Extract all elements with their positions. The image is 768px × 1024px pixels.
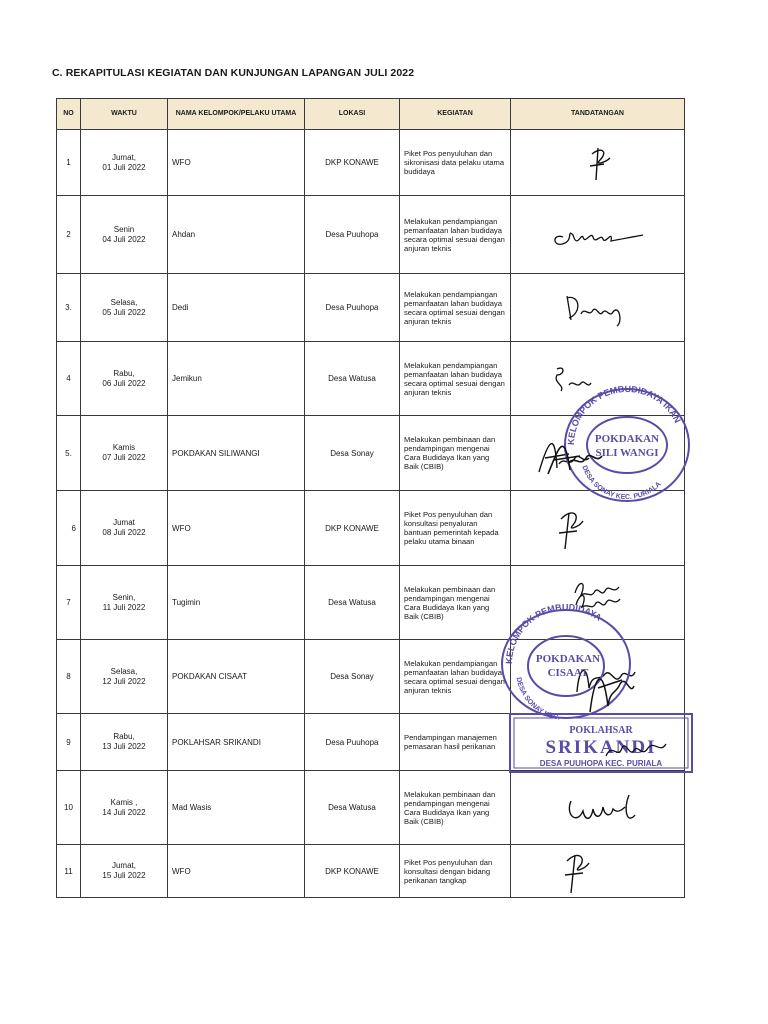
header-kegiatan: KEGIATAN xyxy=(400,99,511,130)
row-day: Kamis , xyxy=(110,797,138,807)
row-date: 05 Juli 2022 xyxy=(102,307,146,317)
stamp-top-text: POKLAHSAR xyxy=(569,725,633,736)
row-nama: Ahdan xyxy=(168,196,305,274)
stamp-bottom-text: DESA PUUHOPA KEC. PURIALA xyxy=(539,759,663,768)
header-tandatangan: TANDATANGAN xyxy=(511,99,685,130)
row-kegiatan: Melakukan pendampiangan pemanfaatan lahan budidaya secara optimal sesuai dengan anjuran teknis xyxy=(400,640,511,714)
row-day: Jumat, xyxy=(111,152,136,162)
row-lokasi: Desa Puuhopa xyxy=(305,196,400,274)
signature xyxy=(545,361,605,397)
header-lokasi: LOKASI xyxy=(305,99,400,130)
signature xyxy=(529,428,599,478)
row-nama: Jemikun xyxy=(168,342,305,416)
signature xyxy=(543,503,603,553)
row-lokasi: Desa Watusa xyxy=(305,342,400,416)
row-signature-cell xyxy=(511,771,685,845)
stamp-center-text: POKDAKAN xyxy=(594,433,660,445)
row-date: 01 Juli 2022 xyxy=(102,162,146,172)
table-row xyxy=(57,714,685,771)
row-date: 07 Juli 2022 xyxy=(102,453,146,462)
row-no: 7 xyxy=(57,566,81,640)
stamp-bottom-text: DESA SONAY KEC. xyxy=(514,676,561,722)
row-waktu xyxy=(81,416,168,491)
row-kegiatan: Melakukan pendampiangan pemanfaatan lahan budidaya secara optimal sesuai dengan anjuran teknis xyxy=(400,196,511,274)
row-waktu xyxy=(81,274,168,342)
header-waktu: WAKTU xyxy=(81,99,168,130)
row-date: 04 Juli 2022 xyxy=(102,234,146,244)
row-lokasi: Desa Puuhopa xyxy=(305,714,400,771)
signature xyxy=(553,288,643,328)
row-signature-cell xyxy=(511,274,685,342)
row-lokasi: DKP KONAWE xyxy=(305,845,400,898)
page-title: C. REKAPITULASI KEGIATAN DAN KUNJUNGAN LAPANGAN JULI 2022 xyxy=(52,67,415,79)
signature xyxy=(551,847,601,895)
stamp-main-text: SRIKANDI xyxy=(545,737,657,758)
row-day: Selasa, xyxy=(110,297,138,307)
row-signature-cell xyxy=(511,566,685,640)
row-lokasi: Desa Sonay xyxy=(305,640,400,714)
row-day: Selasa, xyxy=(110,666,138,676)
stamp-center-text: SILI WANGI xyxy=(595,447,659,459)
row-waktu xyxy=(81,196,168,274)
row-signature-cell xyxy=(511,416,685,491)
row-signature-cell xyxy=(511,342,685,416)
row-day: Rabu, xyxy=(113,732,135,741)
table-row xyxy=(57,342,685,416)
row-nama: POKDAKAN SILIWANGI xyxy=(168,416,305,491)
stamp-center-text: POKDAKAN xyxy=(535,653,601,665)
row-lokasi: Desa Sonay xyxy=(305,416,400,491)
signature xyxy=(565,652,645,702)
row-kegiatan: Piket Pos penyuluhan dan konsultasi penyaluran bantuan pemerintah kepada pelaku utama binaan xyxy=(400,491,511,566)
header-nama: NAMA KELOMPOK/PELAKU UTAMA xyxy=(168,99,305,130)
row-day: Kamis xyxy=(112,443,136,452)
row-waktu xyxy=(81,714,168,771)
row-signature-cell xyxy=(511,130,685,196)
table-row xyxy=(57,416,685,491)
row-day: Senin, xyxy=(112,592,136,602)
row-no: 6 xyxy=(57,491,81,566)
row-no: 4 xyxy=(57,342,81,416)
table-row xyxy=(57,771,685,845)
row-day: Jumat, xyxy=(111,861,136,870)
row-nama: Tugimin xyxy=(168,566,305,640)
row-waktu xyxy=(81,771,168,845)
stamp-bottom-text: DESA SONAY KEC. PURIALA xyxy=(580,464,663,502)
row-kegiatan: Pendampingan manajemen pemasaran hasil perikanan xyxy=(400,714,511,771)
row-day: Senin xyxy=(113,224,135,234)
signature xyxy=(568,140,628,186)
row-no: 9 xyxy=(57,714,81,771)
row-waktu xyxy=(81,845,168,898)
row-lokasi: Desa Puuhopa xyxy=(305,274,400,342)
stamp-outer-text: KELOMPOK PEMBUDIDAYA xyxy=(503,604,604,665)
row-kegiatan: Melakukan pembinaan dan pendampingan mengenai Cara Budidaya Ikan yang Baik (CBIB) xyxy=(400,416,511,491)
row-lokasi: DKP KONAWE xyxy=(305,130,400,196)
row-date: 15 Juli 2022 xyxy=(102,871,146,880)
row-no: 11 xyxy=(57,845,81,898)
table-row xyxy=(57,491,685,566)
row-waktu xyxy=(81,566,168,640)
signature xyxy=(561,785,651,831)
row-no: 10 xyxy=(57,771,81,845)
row-kegiatan: Piket Pos penyuluhan dan konsultasi dengan bidang perikanan tangkap xyxy=(400,845,511,898)
row-signature-cell xyxy=(511,845,685,898)
row-kegiatan: Melakukan pembinaan dan pendampingan mengenai Cara Budidaya Ikan yang Baik (CBIB) xyxy=(400,566,511,640)
table-row xyxy=(57,566,685,640)
row-nama: POKDAKAN CISAAT xyxy=(168,640,305,714)
row-nama: WFO xyxy=(168,130,305,196)
row-no: 1 xyxy=(57,130,81,196)
row-date: 08 Juli 2022 xyxy=(102,528,146,537)
table-row xyxy=(57,196,685,274)
row-lokasi: Desa Watusa xyxy=(305,771,400,845)
row-day: Jumat xyxy=(113,518,135,527)
row-date: 06 Juli 2022 xyxy=(102,378,146,388)
table-header-row xyxy=(57,99,685,130)
row-nama: WFO xyxy=(168,491,305,566)
table-row xyxy=(57,845,685,898)
row-nama: POKLAHSAR SRIKANDI xyxy=(168,714,305,771)
row-waktu xyxy=(81,130,168,196)
row-no: 8 xyxy=(57,640,81,714)
table-row xyxy=(57,130,685,196)
row-kegiatan: Melakukan pendampiangan pemanfaatan lahan budidaya secara optimal sesuai dengan anjuran teknis xyxy=(400,342,511,416)
signature xyxy=(565,573,635,603)
row-signature-cell xyxy=(511,640,685,714)
row-date: 13 Juli 2022 xyxy=(102,742,146,751)
row-waktu xyxy=(81,640,168,714)
row-no: 3. xyxy=(57,274,81,342)
row-lokasi: DKP KONAWE xyxy=(305,491,400,566)
stamp-outer-text: KELOMPOK PEMBUDIDAYA IKAN xyxy=(565,383,683,446)
header-no: NO xyxy=(57,99,81,130)
row-kegiatan: Melakukan pembinaan dan pendampingan mengenai Cara Budidaya Ikan yang Baik (CBIB) xyxy=(400,771,511,845)
row-date: 11 Juli 2022 xyxy=(102,602,146,612)
row-date: 12 Juli 2022 xyxy=(102,676,146,686)
activity-table xyxy=(56,98,685,898)
row-kegiatan: Melakukan pendampiangan pemanfaatan lahan budidaya secara optimal sesuai dengan anjuran teknis xyxy=(400,274,511,342)
row-signature-cell xyxy=(511,714,685,771)
row-signature-cell xyxy=(511,491,685,566)
row-no: 2 xyxy=(57,196,81,274)
table-row xyxy=(57,274,685,342)
row-day: Rabu, xyxy=(113,368,135,378)
row-signature-cell xyxy=(511,196,685,274)
signature xyxy=(543,215,653,255)
row-lokasi: Desa Watusa xyxy=(305,566,400,640)
row-nama: WFO xyxy=(168,845,305,898)
row-nama: Dedi xyxy=(168,274,305,342)
row-no: 5. xyxy=(57,416,81,491)
row-date: 14 Juli 2022 xyxy=(102,807,146,817)
row-waktu xyxy=(81,342,168,416)
row-kegiatan: Piket Pos penyuluhan dan sikronisasi data pelaku utama budidaya xyxy=(400,130,511,196)
row-nama: Mad Wasis xyxy=(168,771,305,845)
stamp-center-text: CISAAT xyxy=(547,667,589,679)
table-row xyxy=(57,640,685,714)
row-waktu xyxy=(81,491,168,566)
